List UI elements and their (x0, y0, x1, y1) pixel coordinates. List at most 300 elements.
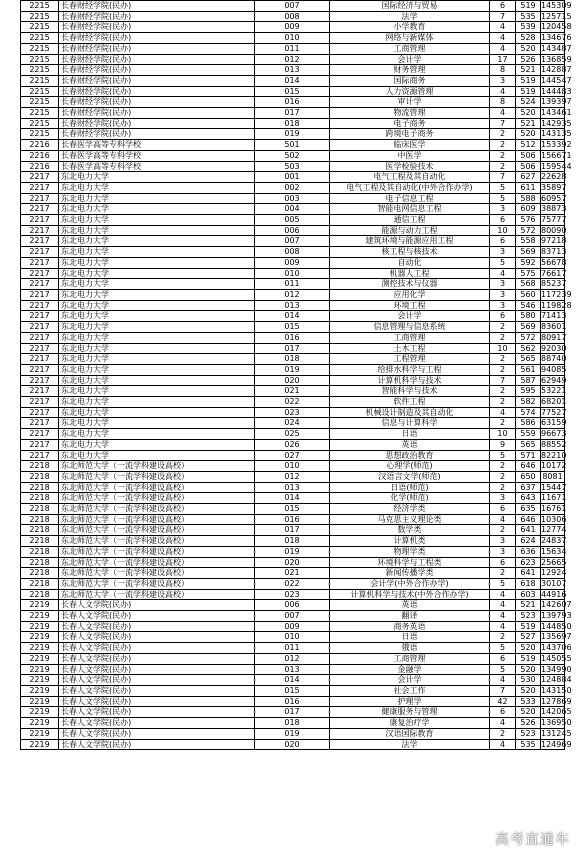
school-code-cell: 2217 (21, 182, 59, 193)
plan-count-cell: 2 (490, 161, 516, 172)
major-code-cell: 024 (255, 418, 330, 429)
school-code-cell: 2219 (21, 643, 59, 654)
min-rank-cell: 119828 (541, 300, 572, 310)
min-rank-cell: 77527 (541, 407, 567, 417)
table-row (21, 504, 565, 515)
major-code-cell: 016 (255, 696, 330, 707)
major-name-cell: 人力资源管理 (330, 86, 490, 97)
min-score-cell: 526 (516, 718, 541, 729)
school-code-cell: 2217 (21, 247, 59, 258)
school-name-cell: 东北师范大学（一流学科建设高校） (59, 504, 255, 515)
major-code-cell: 015 (255, 504, 330, 515)
plan-count-cell: 5 (490, 450, 516, 461)
min-score-cell: 506 (516, 150, 541, 161)
table-row (21, 33, 565, 44)
table-row (21, 664, 565, 675)
plan-count-cell: 2 (490, 461, 516, 472)
school-name-cell: 长春医学高等专科学校 (59, 150, 255, 161)
table-row (21, 696, 565, 707)
major-code-cell: 014 (255, 311, 330, 322)
school-code-cell: 2218 (21, 461, 59, 472)
school-code-cell: 2219 (21, 611, 59, 622)
min-rank-cell: 139397 (541, 97, 572, 107)
major-code-cell: 022 (255, 397, 330, 408)
min-score-cell: 636 (516, 546, 541, 557)
major-code-cell: 017 (255, 707, 330, 718)
min-score-cell: 520 (516, 686, 541, 697)
major-code-cell: 016 (255, 514, 330, 525)
min-rank-cell: 127869 (541, 696, 572, 706)
school-code-cell: 2217 (21, 172, 59, 183)
min-score-cell: 623 (516, 557, 541, 568)
plan-count-cell: 2 (490, 354, 516, 365)
plan-count-cell: 2 (490, 568, 516, 579)
min-rank-cell: 16761 (541, 504, 567, 514)
major-name-cell: 马克思主义理论类 (330, 514, 490, 525)
major-code-cell: 013 (255, 664, 330, 675)
school-code-cell: 2219 (21, 664, 59, 675)
plan-count-cell: 17 (490, 54, 516, 65)
min-score-cell: 546 (516, 300, 541, 311)
major-code-cell: 009 (255, 22, 330, 33)
plan-count-cell: 3 (490, 300, 516, 311)
school-name-cell: 东北电力大学 (59, 257, 255, 268)
plan-count-cell: 6 (490, 1, 516, 12)
major-name-cell: 自动化 (330, 257, 490, 268)
min-rank-cell: 88740 (541, 354, 567, 364)
major-name-cell: 会计学 (330, 311, 490, 322)
school-code-cell: 2217 (21, 364, 59, 375)
school-name-cell: 东北电力大学 (59, 182, 255, 193)
min-rank-cell: 85237 (541, 279, 567, 289)
school-code-cell: 2217 (21, 418, 59, 429)
table-row (21, 22, 565, 33)
school-name-cell: 东北电力大学 (59, 386, 255, 397)
major-code-cell: 026 (255, 439, 330, 450)
school-code-cell: 2218 (21, 546, 59, 557)
plan-count-cell: 4 (490, 600, 516, 611)
table-row (21, 482, 565, 493)
school-code-cell: 2218 (21, 504, 59, 515)
school-code-cell: 2217 (21, 332, 59, 343)
major-name-cell: 法学 (330, 739, 490, 750)
min-rank-cell: 30107 (541, 578, 567, 588)
min-rank-cell: 136859 (541, 54, 572, 64)
major-code-cell: 015 (255, 322, 330, 333)
plan-count-cell: 2 (490, 386, 516, 397)
school-name-cell: 长春人文学院(民办) (59, 611, 255, 622)
school-code-cell: 2217 (21, 311, 59, 322)
school-name-cell: 东北师范大学（一流学科建设高校） (59, 546, 255, 557)
table-row (21, 525, 565, 536)
major-name-cell: 金融学 (330, 664, 490, 675)
plan-count-cell: 2 (490, 525, 516, 536)
table-row (21, 193, 565, 204)
school-code-cell: 2217 (21, 257, 59, 268)
plan-count-cell: 4 (490, 43, 516, 54)
school-code-cell: 2219 (21, 653, 59, 664)
school-code-cell: 2217 (21, 450, 59, 461)
plan-count-cell: 5 (490, 578, 516, 589)
min-rank-cell: 135697 (541, 632, 572, 642)
plan-count-cell: 5 (490, 257, 516, 268)
plan-count-cell: 5 (490, 182, 516, 193)
major-name-cell: 俄语 (330, 643, 490, 654)
school-code-cell: 2215 (21, 22, 59, 33)
major-name-cell: 计算机类 (330, 536, 490, 547)
min-score-cell: 520 (516, 707, 541, 718)
table-row (21, 621, 565, 632)
plan-count-cell: 2 (490, 632, 516, 643)
plan-count-cell: 2 (490, 728, 516, 739)
min-score-cell: 627 (516, 172, 541, 183)
min-rank-cell: 8081 (542, 471, 563, 481)
table-row (21, 140, 565, 151)
table-row (21, 75, 565, 86)
table-row (21, 215, 565, 226)
major-name-cell: 物流管理 (330, 108, 490, 119)
min-rank-cell: 68201 (541, 397, 567, 407)
min-rank-cell: 56678 (541, 257, 567, 267)
table-row (21, 536, 565, 547)
school-name-cell: 东北电力大学 (59, 429, 255, 440)
major-name-cell: 法学 (330, 11, 490, 22)
plan-count-cell: 3 (490, 546, 516, 557)
school-name-cell: 东北电力大学 (59, 193, 255, 204)
table-row (21, 279, 565, 290)
min-rank-cell: 80090 (541, 225, 567, 235)
major-name-cell: 信息与计算科学 (330, 418, 490, 429)
major-name-cell: 能源与动力工程 (330, 225, 490, 236)
min-rank-cell: 144547 (541, 75, 572, 85)
school-name-cell: 长春财经学院(民办) (59, 75, 255, 86)
major-name-cell: 国际商务 (330, 75, 490, 86)
min-rank-cell: 142935 (541, 118, 572, 128)
plan-count-cell: 2 (490, 471, 516, 482)
min-score-cell: 519 (516, 86, 541, 97)
plan-count-cell: 6 (490, 557, 516, 568)
table-row (21, 300, 565, 311)
major-code-cell: 006 (255, 600, 330, 611)
min-rank-cell: 75777 (541, 215, 567, 225)
table-row (21, 1, 565, 12)
major-name-cell: 计算机科学与技术 (330, 375, 490, 386)
school-name-cell: 长春人文学院(民办) (59, 643, 255, 654)
school-name-cell: 长春人文学院(民办) (59, 696, 255, 707)
table-row (21, 514, 565, 525)
min-rank-cell: 94085 (541, 364, 567, 374)
table-row (21, 611, 565, 622)
major-code-cell: 009 (255, 257, 330, 268)
min-score-cell: 646 (516, 514, 541, 525)
min-score-cell: 506 (516, 161, 541, 172)
min-rank-cell: 82210 (541, 450, 567, 460)
table-row (21, 225, 565, 236)
min-rank-cell: 76617 (541, 268, 567, 278)
major-code-cell: 502 (255, 150, 330, 161)
school-code-cell: 2218 (21, 589, 59, 600)
min-rank-cell: 11671 (541, 493, 567, 503)
min-score-cell: 528 (516, 33, 541, 44)
school-code-cell: 2219 (21, 675, 59, 686)
table-row (21, 204, 565, 215)
plan-count-cell: 4 (490, 718, 516, 729)
major-name-cell: 中医学 (330, 150, 490, 161)
table-row (21, 236, 565, 247)
major-name-cell: 核工程与核技术 (330, 247, 490, 258)
school-name-cell: 长春财经学院(民办) (59, 108, 255, 119)
major-code-cell: 014 (255, 493, 330, 504)
major-name-cell: 软件工程 (330, 397, 490, 408)
school-code-cell: 2219 (21, 696, 59, 707)
major-code-cell: 022 (255, 578, 330, 589)
major-name-cell: 应用化学 (330, 289, 490, 300)
table-row (21, 568, 565, 579)
school-name-cell: 东北电力大学 (59, 236, 255, 247)
table-row (21, 172, 565, 183)
school-name-cell: 长春人文学院(民办) (59, 707, 255, 718)
major-code-cell: 010 (255, 461, 330, 472)
min-score-cell: 572 (516, 225, 541, 236)
major-code-cell: 025 (255, 429, 330, 440)
school-code-cell: 2217 (21, 439, 59, 450)
major-code-cell: 021 (255, 568, 330, 579)
major-code-cell: 008 (255, 247, 330, 258)
table-row (21, 632, 565, 643)
plan-count-cell: 8 (490, 97, 516, 108)
major-name-cell: 工商管理 (330, 332, 490, 343)
plan-count-cell: 3 (490, 247, 516, 258)
major-name-cell: 日语 (330, 429, 490, 440)
school-code-cell: 2218 (21, 514, 59, 525)
min-score-cell: 587 (516, 375, 541, 386)
table-row (21, 375, 565, 386)
school-code-cell: 2215 (21, 43, 59, 54)
school-name-cell: 长春人文学院(民办) (59, 600, 255, 611)
min-rank-cell: 144483 (541, 86, 572, 96)
plan-count-cell: 6 (490, 215, 516, 226)
min-score-cell: 575 (516, 268, 541, 279)
table-row (21, 600, 565, 611)
min-score-cell: 568 (516, 279, 541, 290)
min-rank-cell: 142607 (541, 600, 572, 610)
major-name-cell: 工商管理 (330, 653, 490, 664)
table-row (21, 108, 565, 119)
major-name-cell: 环境工程 (330, 300, 490, 311)
min-score-cell: 637 (516, 482, 541, 493)
min-rank-cell: 96673 (541, 429, 567, 439)
major-code-cell: 009 (255, 621, 330, 632)
major-code-cell: 017 (255, 108, 330, 119)
school-name-cell: 长春人文学院(民办) (59, 664, 255, 675)
major-name-cell: 会计学 (330, 54, 490, 65)
min-score-cell: 592 (516, 257, 541, 268)
min-rank-cell: 143135 (541, 129, 572, 139)
school-code-cell: 2216 (21, 150, 59, 161)
plan-count-cell: 6 (490, 311, 516, 322)
plan-count-cell: 2 (490, 322, 516, 333)
min-score-cell: 524 (516, 97, 541, 108)
major-code-cell: 021 (255, 386, 330, 397)
min-rank-cell: 71413 (541, 311, 567, 321)
min-rank-cell: 15447 (541, 482, 567, 492)
school-name-cell: 东北电力大学 (59, 343, 255, 354)
table-row (21, 65, 565, 76)
major-name-cell: 机器人工程 (330, 268, 490, 279)
watermark: 高考直通车 (495, 832, 570, 848)
school-name-cell: 东北电力大学 (59, 204, 255, 215)
school-code-cell: 2217 (21, 375, 59, 386)
plan-count-cell: 4 (490, 86, 516, 97)
major-code-cell: 002 (255, 182, 330, 193)
school-name-cell: 长春人文学院(民办) (59, 686, 255, 697)
admission-table-container (20, 0, 572, 750)
school-code-cell: 2217 (21, 322, 59, 333)
major-code-cell: 003 (255, 193, 330, 204)
min-score-cell: 559 (516, 429, 541, 440)
min-score-cell: 609 (516, 204, 541, 215)
min-score-cell: 595 (516, 386, 541, 397)
min-rank-cell: 134990 (541, 664, 572, 674)
min-score-cell: 562 (516, 343, 541, 354)
table-row (21, 161, 565, 172)
school-code-cell: 2219 (21, 686, 59, 697)
major-code-cell: 013 (255, 482, 330, 493)
min-score-cell: 641 (516, 525, 541, 536)
min-score-cell: 569 (516, 322, 541, 333)
table-row (21, 11, 565, 22)
min-score-cell: 641 (516, 568, 541, 579)
plan-count-cell: 2 (490, 140, 516, 151)
min-score-cell: 560 (516, 289, 541, 300)
plan-count-cell: 2 (490, 129, 516, 140)
major-name-cell: 心理学(师范) (330, 461, 490, 472)
min-rank-cell: 144850 (541, 621, 572, 631)
major-name-cell: 测控技术与仪器 (330, 279, 490, 290)
major-code-cell: 010 (255, 33, 330, 44)
table-body (21, 1, 572, 750)
table-row (21, 686, 565, 697)
min-score-cell: 519 (516, 75, 541, 86)
major-code-cell: 010 (255, 268, 330, 279)
plan-count-cell: 5 (490, 643, 516, 654)
table-row (21, 493, 565, 504)
plan-count-cell: 10 (490, 343, 516, 354)
school-name-cell: 东北师范大学（一流学科建设高校） (59, 525, 255, 536)
min-score-cell: 558 (516, 236, 541, 247)
min-score-cell: 565 (516, 439, 541, 450)
min-rank-cell: 60957 (541, 193, 567, 203)
major-code-cell: 018 (255, 354, 330, 365)
school-code-cell: 2217 (21, 289, 59, 300)
school-name-cell: 长春财经学院(民办) (59, 1, 255, 12)
school-code-cell: 2219 (21, 718, 59, 729)
plan-count-cell: 2 (490, 418, 516, 429)
major-code-cell: 501 (255, 140, 330, 151)
table-row (21, 675, 565, 686)
school-code-cell: 2219 (21, 632, 59, 643)
school-name-cell: 长春人文学院(民办) (59, 739, 255, 750)
plan-count-cell: 4 (490, 675, 516, 686)
school-name-cell: 东北师范大学（一流学科建设高校） (59, 568, 255, 579)
major-code-cell: 011 (255, 279, 330, 290)
major-name-cell: 信息管理与信息系统 (330, 322, 490, 333)
major-name-cell: 建筑环境与能源应用工程 (330, 236, 490, 247)
min-rank-cell: 35897 (541, 182, 567, 192)
plan-count-cell: 3 (490, 536, 516, 547)
major-name-cell: 电子信息工程 (330, 193, 490, 204)
school-name-cell: 东北电力大学 (59, 172, 255, 183)
plan-count-cell: 4 (490, 514, 516, 525)
major-name-cell: 经济学类 (330, 504, 490, 515)
school-code-cell: 2217 (21, 343, 59, 354)
major-name-cell: 会计学(中外合作办学) (330, 578, 490, 589)
plan-count-cell: 7 (490, 375, 516, 386)
min-score-cell: 624 (516, 536, 541, 547)
min-rank-cell: 62949 (541, 375, 567, 385)
plan-count-cell: 7 (490, 11, 516, 22)
plan-count-cell: 2 (490, 364, 516, 375)
school-name-cell: 东北电力大学 (59, 300, 255, 311)
major-name-cell: 数学类 (330, 525, 490, 536)
min-rank-cell: 10306 (541, 514, 567, 524)
plan-count-cell: 10 (490, 429, 516, 440)
school-code-cell: 2218 (21, 471, 59, 482)
table-row (21, 386, 565, 397)
school-name-cell: 东北电力大学 (59, 268, 255, 279)
plan-count-cell: 10 (490, 225, 516, 236)
plan-count-cell: 4 (490, 589, 516, 600)
plan-count-cell: 4 (490, 621, 516, 632)
min-rank-cell: 125715 (541, 11, 572, 21)
school-name-cell: 东北电力大学 (59, 311, 255, 322)
school-code-cell: 2215 (21, 1, 59, 12)
min-rank-cell: 134676 (541, 33, 572, 43)
school-code-cell: 2218 (21, 525, 59, 536)
major-code-cell: 012 (255, 471, 330, 482)
min-score-cell: 523 (516, 611, 541, 622)
school-name-cell: 东北师范大学（一流学科建设高校） (59, 536, 255, 547)
major-name-cell: 医学检验技术 (330, 161, 490, 172)
school-code-cell: 2219 (21, 739, 59, 750)
major-code-cell: 007 (255, 236, 330, 247)
plan-count-cell: 2 (490, 397, 516, 408)
major-name-cell: 汉语言文学(师范) (330, 471, 490, 482)
major-name-cell: 社会工作 (330, 686, 490, 697)
school-code-cell: 2215 (21, 75, 59, 86)
plan-count-cell: 3 (490, 289, 516, 300)
min-score-cell: 530 (516, 675, 541, 686)
plan-count-cell: 3 (490, 204, 516, 215)
table-row (21, 578, 565, 589)
min-score-cell: 519 (516, 653, 541, 664)
major-name-cell: 工商管理 (330, 43, 490, 54)
min-rank-cell: 153392 (541, 140, 572, 150)
school-name-cell: 东北电力大学 (59, 332, 255, 343)
major-name-cell: 小学教育 (330, 22, 490, 33)
major-name-cell: 思想政治教育 (330, 450, 490, 461)
major-code-cell: 016 (255, 332, 330, 343)
school-name-cell: 长春医学高等专科学校 (59, 140, 255, 151)
major-code-cell: 020 (255, 557, 330, 568)
min-score-cell: 572 (516, 332, 541, 343)
table-row (21, 289, 565, 300)
school-code-cell: 2215 (21, 97, 59, 108)
table-row (21, 707, 565, 718)
min-score-cell: 646 (516, 461, 541, 472)
min-rank-cell: 143461 (541, 108, 572, 118)
school-name-cell: 长春人文学院(民办) (59, 728, 255, 739)
